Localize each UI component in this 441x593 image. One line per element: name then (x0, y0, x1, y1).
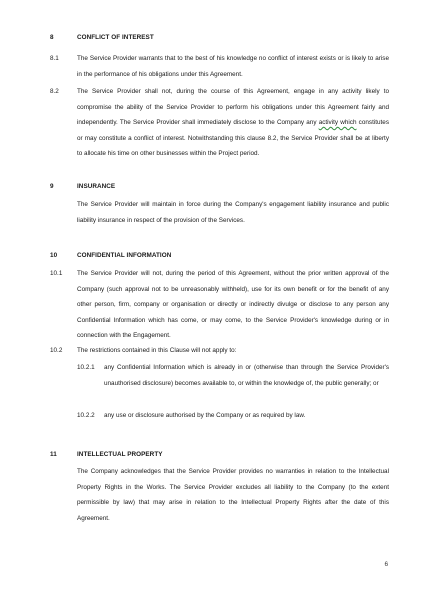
clause-9-title: INSURANCE (77, 183, 116, 190)
clause-8-title: CONFLICT OF INTEREST (77, 34, 154, 41)
spellcheck-squiggle-text: activity which (318, 119, 357, 127)
clause-8-number: 8 (50, 34, 54, 41)
clause-10-1-text: The Service Provider will not, during the period of this Agreement, without the prior written approval of the Company (such approval not to be unreasonably withheld), use for its own benefit or for the benefit of any other person, firm, company or organisation or directly or indirectly divulge or disclose to any person any Confidential Information which has come, or may come, to the Service Provider's knowledge during or in connection with the Engagement. (77, 270, 389, 340)
clause-9-number: 9 (50, 183, 54, 190)
clause-11-title: INTELLECTUAL PROPERTY (77, 451, 163, 458)
clause-10-2-1-text: any Confidential Information which is already in or (otherwise than through the Service Provider's unauthorised disclosure) becomes available to, or within the knowledge of, the public generally; or (104, 364, 389, 387)
clause-8-2-text-b: constitutes or may constitute a conflict of interest. Notwithstanding this clause 8.2, the Service Provider shall be at liberty to allocate his time on other businesses within the Project period. (77, 119, 389, 158)
clause-10-title: CONFIDENTIAL INFORMATION (77, 252, 172, 259)
clause-8-2-text-a: The Service Provider shall not, during the course of this Agreement, engage in any activity likely to compromise the ability of the Service Provider to perform his obligations under this Agreement fairly and independently. The Service Provider shall immediately disclose to the Company any (77, 88, 389, 127)
page-number: 6 (384, 561, 388, 568)
clause-8-2-text (77, 84, 389, 162)
clause-11-text: The Company acknowledges that the Service Provider provides no warranties in relation to the Intellectual Property Rights in the Works. The Service Provider excludes all liability to the Company (to the extent permissible by law) that may arise in relation to the Intellectual Property Rights after the date of this Agreement. (77, 468, 389, 522)
clause-10-2-2-text: any use or disclosure authorised by the Company or as required by law. (104, 412, 306, 419)
clause-10-2-number: 10.2 (50, 347, 63, 354)
clause-8-1-number: 8.1 (50, 55, 59, 62)
clause-10-number: 10 (50, 252, 58, 259)
clause-10-1-number: 10.1 (50, 270, 63, 277)
clause-10-2-text: The restrictions contained in this Clause will not apply to: (77, 347, 237, 354)
clause-9-text: The Service Provider will maintain in force during the Company's engagement liability insurance and public liability insurance in respect of the provision of the Services. (77, 201, 389, 224)
clause-8-1-text: The Service Provider warrants that to the best of his knowledge no conflict of interest exists or is likely to arise in the performance of his obligations under this Agreement. (77, 55, 389, 78)
clause-11-number: 11 (50, 451, 57, 458)
clause-10-2-1-number: 10.2.1 (77, 364, 95, 371)
clause-10-2-2-number: 10.2.2 (77, 412, 95, 419)
clause-8-2-number: 8.2 (50, 88, 59, 95)
